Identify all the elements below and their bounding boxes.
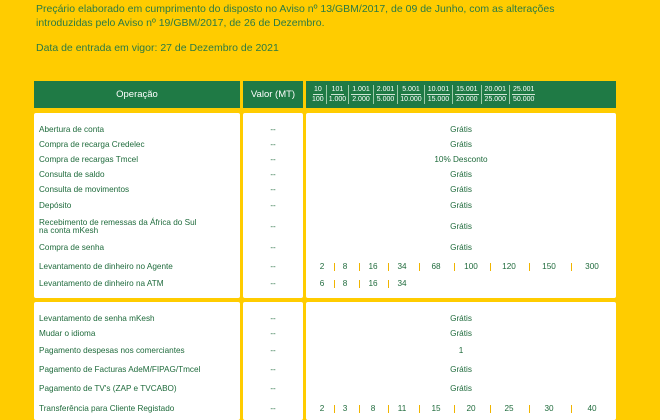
value-cell: -- (270, 201, 276, 210)
operation-label: Consulta de saldo (39, 170, 105, 179)
range-column (348, 85, 373, 104)
range-from: 1.001 (352, 86, 370, 93)
range-column (452, 85, 480, 104)
tier-separator (419, 263, 420, 271)
tier-fee: 30 (544, 404, 554, 413)
tier-fee: 300 (585, 262, 599, 271)
range-from: 15.001 (456, 86, 478, 93)
fee-cell: Grátis (450, 384, 472, 393)
tier-fee: 68 (431, 262, 441, 271)
tier-separator (388, 280, 389, 288)
fee-cell: Grátis (450, 365, 472, 374)
value-cell: -- (270, 140, 276, 149)
tier-fee: 100 (464, 262, 478, 271)
range-from: 2.001 (376, 86, 395, 93)
value-cell: -- (270, 243, 276, 252)
tier-separator (359, 405, 360, 413)
operation-label: Compra de senha (39, 243, 105, 252)
operation-label: Compra de recarga Credelec (39, 140, 145, 149)
tier-fee: 15 (431, 404, 441, 413)
fee-cell: 1 (458, 346, 464, 355)
range-column (373, 85, 398, 104)
tier-separator (571, 263, 572, 271)
tier-separator (388, 405, 389, 413)
fee-cell: Grátis (450, 185, 472, 194)
tier-fee: 34 (397, 262, 407, 271)
tier-fee: 2 (319, 404, 325, 413)
effective-date: Data de entrada em vigor: 27 de Dezembro de 2021 (36, 42, 279, 54)
tier-fee: 8 (342, 279, 348, 288)
tier-fee: 40 (587, 404, 597, 413)
tier-fee: 2 (319, 262, 325, 271)
tier-fee: 25 (504, 404, 514, 413)
tier-fee: 20 (466, 404, 476, 413)
fee-cell: Grátis (450, 125, 472, 134)
operation-label: Compra de recargas Tmcel (39, 155, 139, 164)
tier-separator (571, 405, 572, 413)
fee-cell: Grátis (450, 201, 472, 210)
range-column (310, 85, 326, 104)
operation-label: Pagamento de Facturas AdeM/FIPAG/Tmcel (39, 365, 201, 374)
range-to: 15.000 (427, 96, 450, 103)
tier-fee: 8 (370, 404, 376, 413)
fee-cell: Grátis (450, 170, 472, 179)
operation-label: Mudar o idioma (39, 329, 96, 338)
fee-cell: Grátis (450, 243, 472, 252)
tier-separator (359, 280, 360, 288)
range-to: 20.000 (456, 96, 478, 103)
range-from: 20.001 (484, 86, 506, 93)
value-cell: -- (270, 404, 276, 413)
tier-fee: 150 (542, 262, 556, 271)
tier-fee: 16 (368, 262, 378, 271)
value-cell: -- (270, 185, 276, 194)
range-to: 1.000 (328, 96, 347, 103)
operation-label: Levantamento de dinheiro no Agente (39, 262, 173, 271)
range-to: 2.000 (352, 96, 370, 103)
tier-separator (490, 405, 491, 413)
fee-cell: Grátis (450, 314, 472, 323)
fee-cell: Grátis (450, 140, 472, 149)
operation-label: Abertura de conta (39, 125, 105, 134)
range-column (424, 85, 452, 104)
tier-fee: 8 (342, 262, 348, 271)
value-cell: -- (270, 170, 276, 179)
tier-fee: 16 (368, 279, 378, 288)
tier-separator (334, 280, 335, 288)
header-ranges (306, 81, 616, 108)
operation-label: Consulta de movimentos (39, 185, 130, 194)
tier-fee: 6 (319, 279, 325, 288)
value-cell: -- (270, 222, 276, 231)
range-from: 101 (331, 86, 344, 93)
range-from: 25.001 (512, 86, 535, 93)
operation-label: Pagamento de TV's (ZAP e TVCABO) (39, 384, 177, 393)
range-to: 5.000 (376, 96, 395, 103)
range-column (481, 85, 509, 104)
value-cell: -- (270, 329, 276, 338)
tier-separator (419, 405, 420, 413)
tier-separator (529, 405, 530, 413)
range-to: 10.000 (400, 96, 422, 103)
header-operation: Operação (34, 81, 240, 108)
value-cell: -- (270, 262, 276, 271)
operation-label-line2: na conta mKesh (39, 226, 99, 235)
tier-separator (454, 263, 455, 271)
tier-separator (334, 263, 335, 271)
tier-separator (490, 263, 491, 271)
fee-cell: Grátis (450, 329, 472, 338)
range-to: 25.000 (484, 96, 506, 103)
tier-fee: 11 (397, 404, 407, 413)
tier-fee: 3 (342, 404, 348, 413)
operation-label: Levantamento de dinheiro na ATM (39, 279, 164, 288)
fee-cell: Grátis (450, 222, 472, 231)
tier-separator (529, 263, 530, 271)
value-cell: -- (270, 365, 276, 374)
range-to: 50.000 (512, 96, 535, 103)
operation-label: Transferência para Cliente Registado (39, 404, 175, 413)
range-from: 10 (313, 86, 322, 93)
value-cell: -- (270, 279, 276, 288)
tier-fees (306, 279, 616, 289)
range-from: 5.001 (402, 86, 420, 93)
operation-label: Levantamento de senha mKesh (39, 314, 155, 323)
tier-fees (306, 262, 616, 272)
value-cell: -- (270, 384, 276, 393)
operation-label: Pagamento despesas nos comerciantes (39, 346, 185, 355)
range-to: 100 (312, 96, 324, 103)
tier-separator (454, 405, 455, 413)
tier-fee: 34 (397, 279, 407, 288)
range-column (326, 85, 349, 104)
value-cell: -- (270, 125, 276, 134)
operation-label: Recebimento de remessas da África do Sul (39, 218, 197, 227)
range-column (397, 85, 423, 104)
value-cell: -- (270, 314, 276, 323)
range-column (509, 85, 537, 104)
tier-separator (388, 263, 389, 271)
fee-cell: 10% Desconto (434, 155, 488, 164)
tier-fee: 120 (502, 262, 516, 271)
tier-separator (334, 405, 335, 413)
tier-fees (306, 404, 616, 414)
value-cell: -- (270, 155, 276, 164)
header-value: Valor (MT) (243, 81, 303, 108)
operation-label: Depósito (39, 201, 72, 210)
intro-text: Preçário elaborado em cumprimento do disposto no Aviso nº 13/GBM/2017, de 09 de Junho, com as alterações introduzidas pelo Aviso nº 19/GBM/2017, de 26 de Dezembro. (36, 3, 555, 29)
range-from: 10.001 (427, 86, 450, 93)
value-cell: -- (270, 346, 276, 355)
tier-separator (359, 263, 360, 271)
